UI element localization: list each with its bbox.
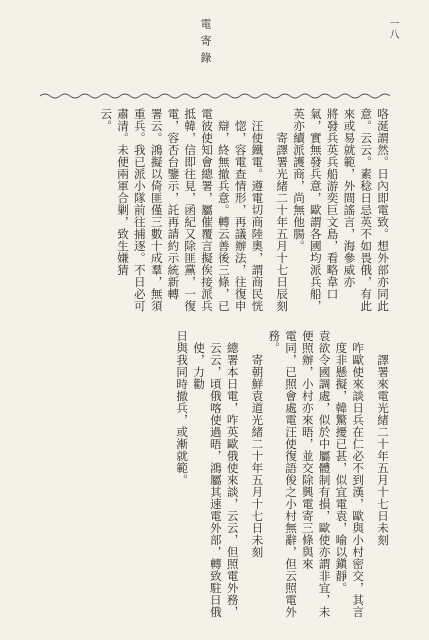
wavy-divider (40, 92, 390, 100)
text-column: 咯涎謂然。日內即電致。想外部亦同此意。云云。素稔日忌英不如畏俄，有此來或易就範，外間謠言，海參威亦 (342, 108, 390, 312)
bottom-text-block (173, 330, 391, 620)
text-column: 署云。鴻擬以倚匪僅三數十成羣，無須重兵。我已派小隊前往捕逐。不日必可肅清。未便兩軍合剿，致生嫌猜 (116, 108, 164, 312)
text-column: 日與我同時撤兵，或漸就範。 (175, 330, 190, 486)
text-column: 寄譯署光緒二十年五月十七日辰刻 (275, 132, 290, 312)
text-column: 咋歐使來談日兵在仁必不到漢，歐與小村密交，其言度非懸擬，韓驚擾已甚，似宜電袁，喻以鎭靜。 (334, 342, 366, 618)
text-column: 譯署來電光緒二十年五月十七日未刻 (376, 354, 390, 546)
top-text-block (97, 108, 391, 318)
text-column: 電彼使知會總署，屬催覆言擬俟接派兵抵韓，信即往見，函紀又除匪黨，一復電，容否台鑒示，託再請約示統新轉 (166, 108, 215, 312)
text-column: 云。 (99, 108, 114, 132)
text-column: 袁欲令國調處，似於中屬體制有損，歐使亦謂非宜，未便照辦，小村亦來晤，並交除興電寄三條與來 (300, 330, 332, 618)
text-column: 電同，已照會處電汪使復語俊之小村無辭，但云照電外務。 (267, 330, 299, 618)
text-column: 將發兵英兵船游奕巨文島，看略韋口氣，實無發兵意，歐謂各國均派兵船，英亦續派護商，尚無他腸。 (292, 108, 340, 312)
page-number: 一八 (387, 18, 398, 40)
text-column: 總署本日電，咋英歐俄使來談，云云，但照電外務，云云，頃俄喀使過晤，鴻屬其速電外部，轉致駐日俄使，力勸 (192, 342, 240, 618)
page-header-title: 電寄錄 (199, 18, 212, 69)
text-column: 寄朝鮮袁道光緒二十年五月十七日未刻 (250, 354, 265, 558)
text-column: 汪使鐵電。遵電切商陸奧，謂商民恍惚，容電查情形，再議辦法，往復申辯，終無撤兵意。轉云善後三條，已 (216, 120, 265, 312)
